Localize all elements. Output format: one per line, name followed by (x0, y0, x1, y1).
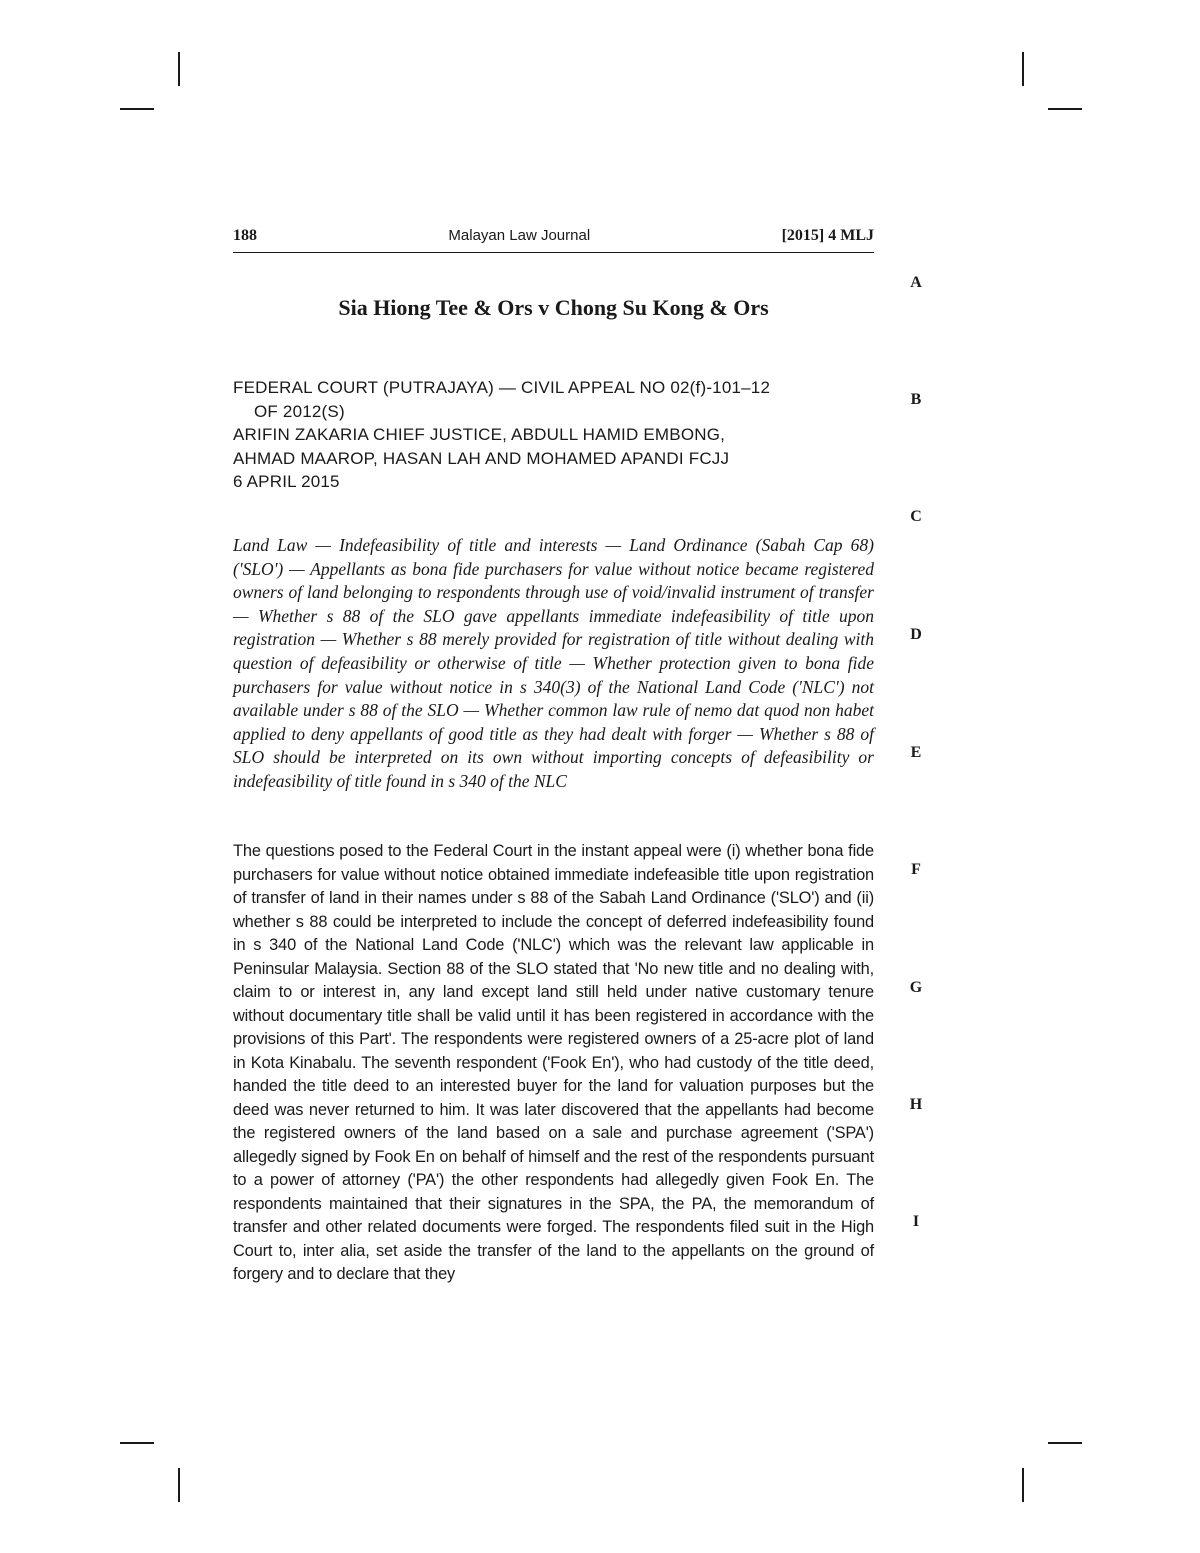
court-line-continued: OF 2012(S) (254, 401, 345, 421)
crop-mark (120, 1442, 154, 1444)
headnote-summary: The questions posed to the Federal Court in the instant appeal were (i) whether bona fide purchasers for value without notice obtained immediate indefeasible title upon registration of transfer of land in their names under s 88 of the Sabah Land Ordinance ('SLO') and (ii) whether s 88 could be interpreted to include the concept of deferred indefeasibility found in s 340 of the National Land Code ('NLC') which was the relevant law applicable in Peninsular Malaysia. Section 88 of the SLO stated that 'No new title and no dealing with, claim to or interest in, any land except land still held under native customary tenure without documentary title shall be valid until it has been registered in accordance with the provisions of this Part'. The respondents were registered owners of a 25-acre plot of land in Kota Kinabalu. The seventh respondent ('Fook En'), who had custody of the title deed, handed the title deed to an interested buyer for the land for valuation purposes but the deed was never returned to him. It was later discovered that the appellants had become the registered owners of the land based on a sale and purchase agreement ('SPA') allegedly signed by Fook En on behalf of himself and the rest of the respondents pursuant to a power of attorney ('PA') the other respondents had allegedly given Fook En. The respondents maintained that their signatures in the SPA, the PA, the memorandum of transfer and other related documents were forged. The respondents filed suit in the High Court to, inter alia, set aside the transfer of the land to the appellants on the ground of forgery and to declare that they (233, 842, 874, 1283)
judges-line: ARIFIN ZAKARIA CHIEF JUSTICE, ABDULL HAMID EMBONG, (233, 425, 726, 444)
header-rule (233, 252, 874, 253)
crop-mark (1022, 52, 1024, 86)
margin-letter: D (910, 626, 922, 643)
catchwords: Land Law — Indefeasibility of title and interests — Land Ordinance (Sabah Cap 68)('SLO') — Appellants as bona fide purchasers for value without notice became registered owners of land belonging to respondents through use of void/invalid instrument of transfer — Whether s 88 of the SLO gave appellants immediate indefeasibility of title upon registration — Whether s 88 merely provided for registration of title without dealing with question of defeasibility or otherwise of title — Whether protection given to bona fide purchasers for value without notice in s 340(3) of the National Land Code ('NLC') not available under s 88 of the SLO — Whether common law rule of nemo dat quod non habet applied to deny appellants of good title as they had dealt with forger — Whether s 88 of SLO should be interpreted on its own without importing concepts of defeasibility or indefeasibility of title found in s 340 of the NLC (233, 535, 874, 791)
margin-letter: C (910, 508, 922, 525)
crop-mark (178, 52, 180, 86)
case-title: Sia Hiong Tee & Ors v Chong Su Kong & Ors (338, 295, 769, 320)
judges-line: AHMAD MAAROP, HASAN LAH AND MOHAMED APANDI FCJJ (233, 448, 730, 468)
court-info (233, 376, 874, 494)
crop-mark (1048, 108, 1082, 110)
judgment-date: 6 APRIL 2015 (233, 472, 340, 491)
crop-mark (1048, 1442, 1082, 1444)
running-head (233, 227, 874, 245)
margin-letter: A (910, 274, 922, 291)
crop-mark (1022, 1468, 1024, 1502)
court-line: FEDERAL COURT (PUTRAJAYA) — CIVIL APPEAL NO 02(f)-101–12 (233, 378, 771, 397)
journal-name: Malayan Law Journal (448, 227, 591, 244)
margin-letter: H (909, 1096, 923, 1113)
crop-mark (120, 108, 154, 110)
page-number: 188 (233, 227, 257, 244)
margin-letter: I (912, 1213, 920, 1230)
crop-mark (178, 1468, 180, 1502)
citation: [2015] 4 MLJ (781, 227, 874, 244)
margin-letter: B (910, 391, 922, 408)
margin-letter: F (911, 861, 921, 878)
margin-letter: E (910, 744, 922, 761)
margin-letter: G (909, 979, 923, 996)
